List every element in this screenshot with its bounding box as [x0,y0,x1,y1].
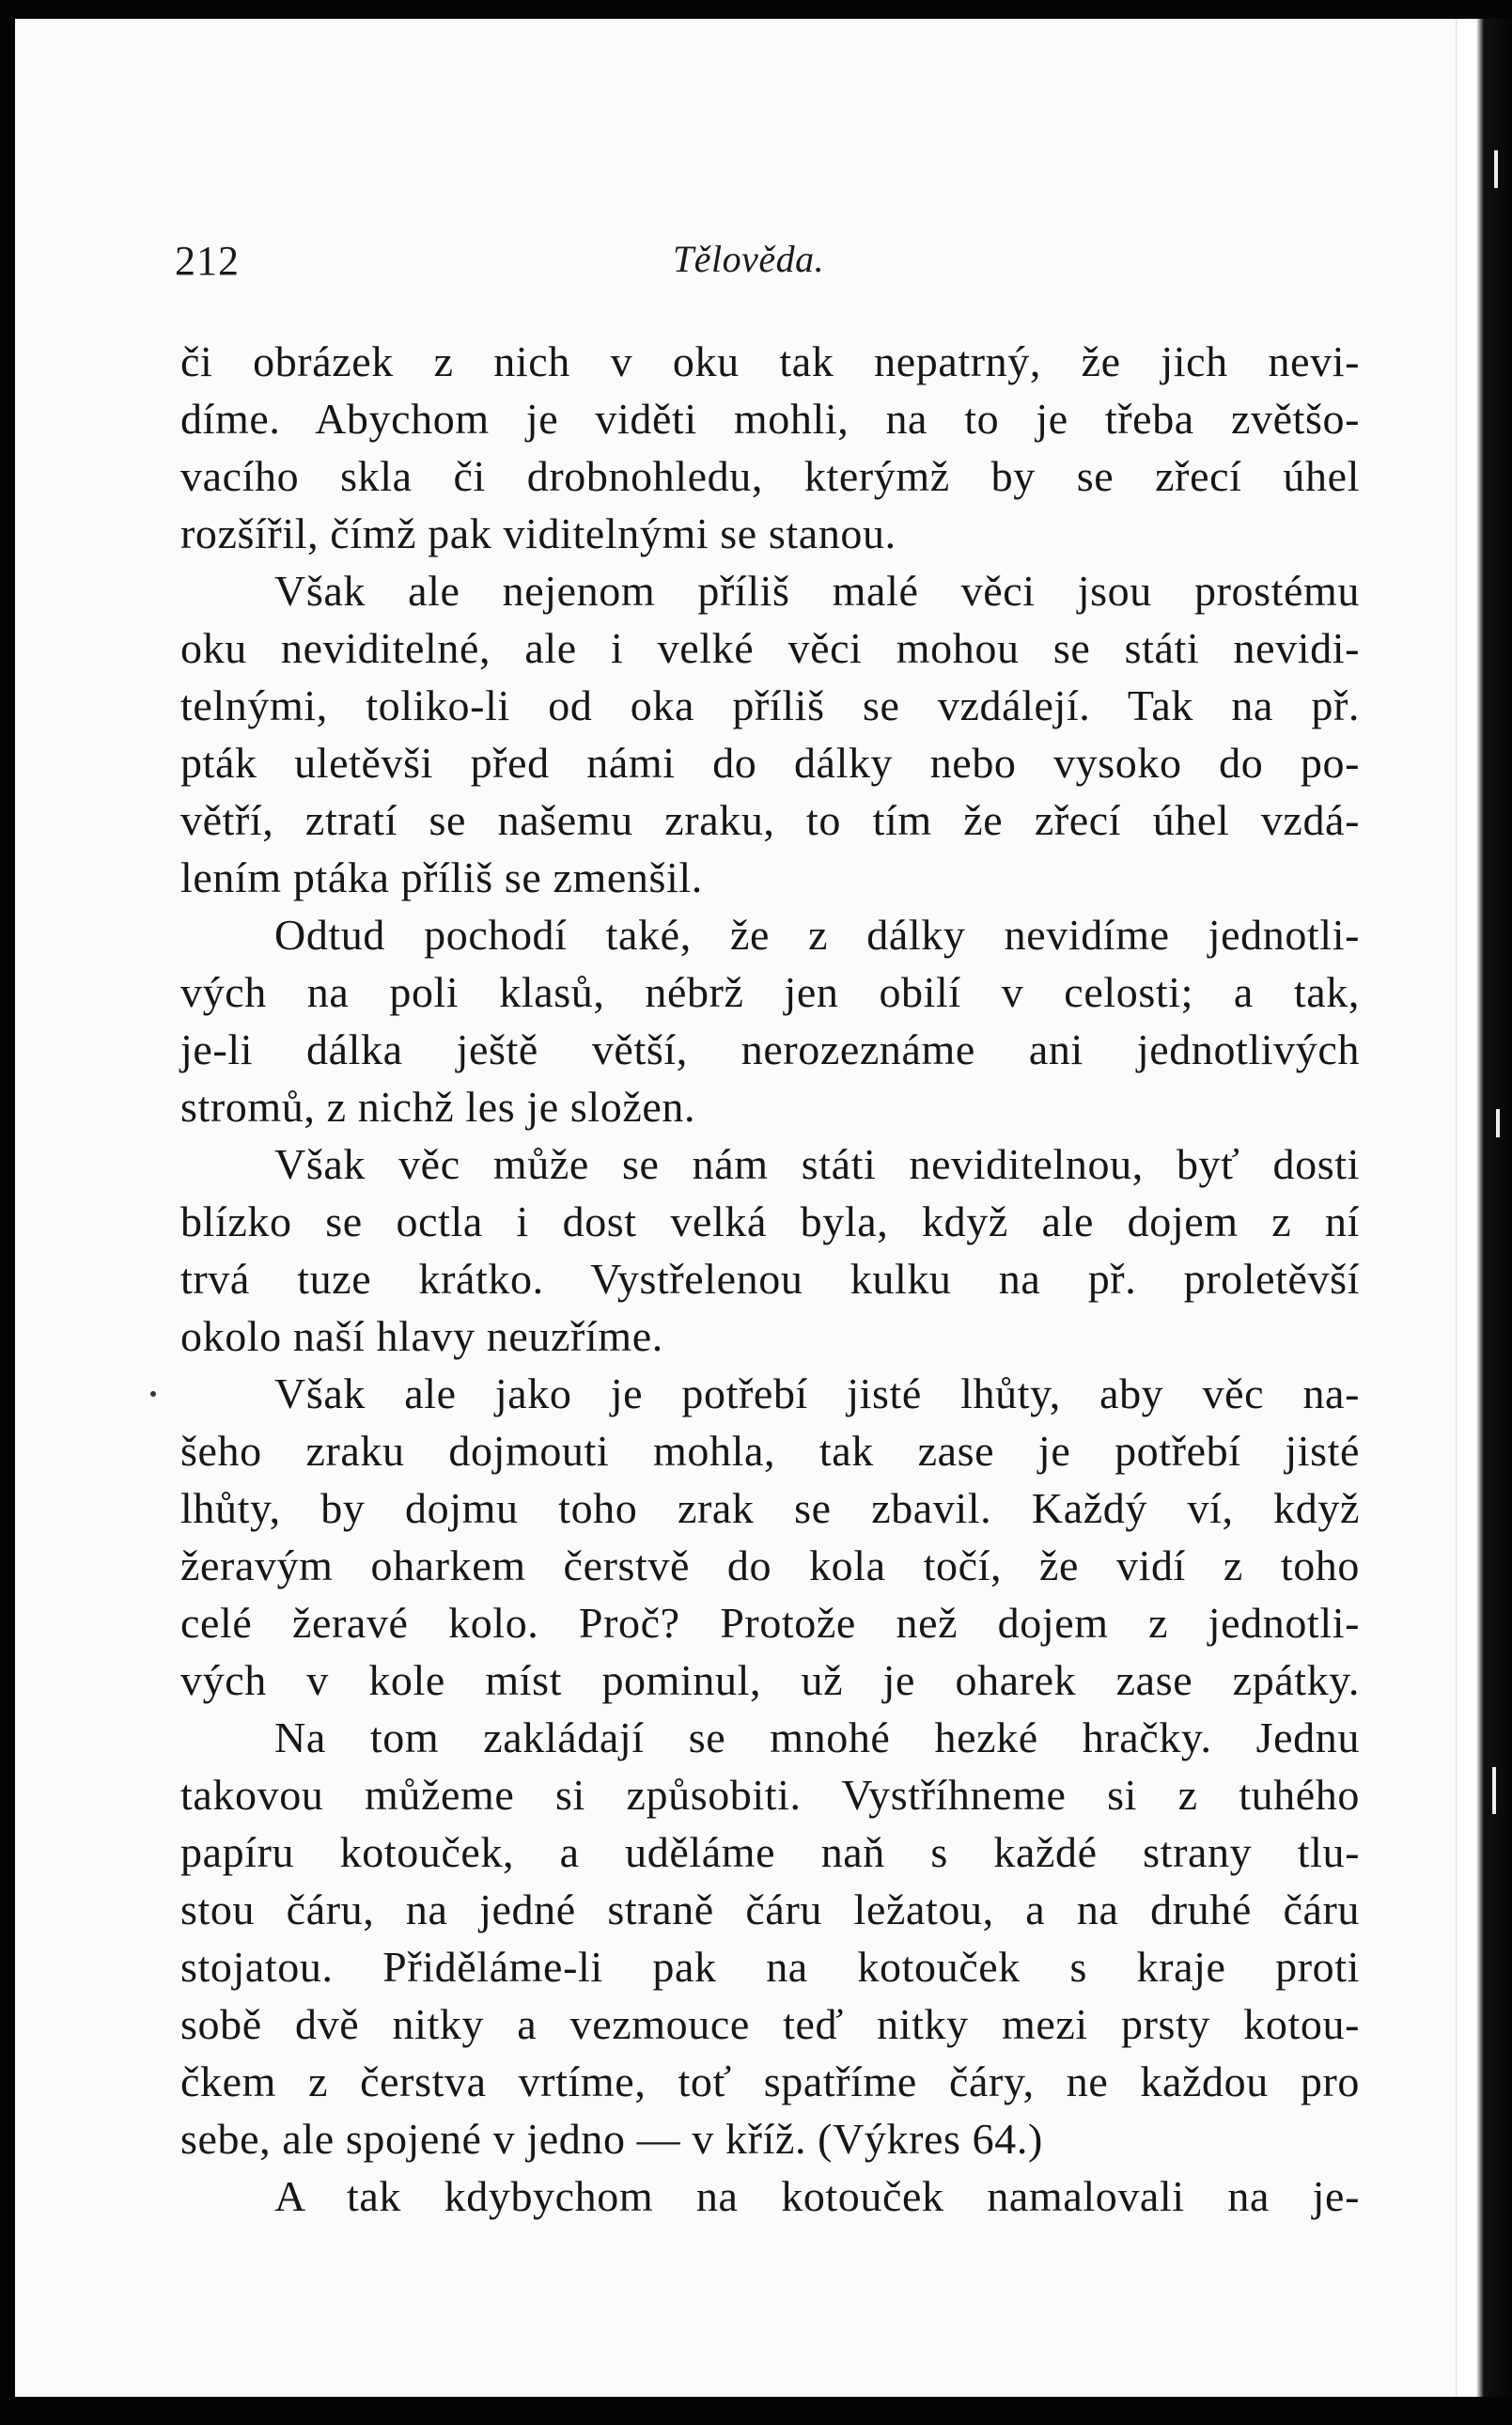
page-header [15,237,1456,293]
text-line: A tak kdybychom na kotouček namalovali na je- [274,2172,1360,2220]
text-line: stromů, z nichž les je složen. [180,1083,696,1131]
edge-mark [1492,1767,1496,1814]
text-line: Však ale jako je potřebí jisté lhůty, aby věc na- [274,1369,1360,1417]
text-line: díme. Abychom je viděti mohli, na to je třeba zvětšo- [180,395,1360,443]
text-line: je-li dálka ještě větší, nerozeznáme ani jednotlivých [180,1025,1360,1073]
text-line: stojatou. Přiděláme-li pak na kotouček s kraje proti [180,1943,1360,1991]
text-line: blízko se octla i dost velká byla, když ale dojem z ní [180,1197,1360,1245]
text-line: šeho zraku dojmouti mohla, tak zase je potřebí jisté [180,1427,1360,1475]
text-line: trvá tuze krátko. Vystřelenou kulku na př. proletěvší [180,1255,1360,1303]
text-line: Na tom zakládají se mnohé hezké hračky. Jednu [274,1713,1360,1761]
text-line: Však věc může se nám státi neviditelnou, byť dosti [274,1140,1360,1188]
text-line: lhůty, by dojmu toho zrak se zbavil. Každý ví, když [180,1484,1360,1532]
text-line: či obrázek z nich v oku tak nepatrný, že jich nevi- [180,337,1360,385]
text-line: vých na poli klasů, nébrž jen obilí v celosti; a tak, [180,968,1360,1016]
text-line: sobě dvě nitky a vezmouce teď nitky mezi prsty kotou- [180,2000,1360,2048]
text-line: sebe, ale spojené v jedno — v kříž. (Výkres 64.) [180,2115,1043,2163]
text-line: vacího skla či drobnohledu, kterýmž by se zřecí úhel [180,452,1360,500]
text-line: pták uletěvši před námi do dálky nebo vysoko do po- [180,739,1360,787]
text-line: celé žeravé kolo. Proč? Protože než dojem z jednotli- [180,1599,1360,1647]
text-line: Odtud pochodí také, že z dálky nevidíme jednotli- [274,911,1360,959]
body-text [180,333,1360,2225]
text-line: větří, ztratí se našemu zraku, to tím že zřecí úhel vzdá- [180,796,1360,844]
text-line: vých v kole míst pominul, už je oharek zase zpátky. [180,1656,1360,1704]
ink-speck [150,1391,156,1397]
text-line: telnými, toliko-li od oka příliš se vzdálejí. Tak na př. [180,681,1360,729]
text-line: stou čáru, na jedné straně čáru ležatou, a na druhé čáru [180,1885,1360,1933]
page-edge [1456,19,1512,2397]
text-line: čkem z čerstva vrtíme, toť spatříme čáry, ne každou pro [180,2057,1360,2105]
text-line: papíru kotouček, a uděláme naň s každé strany tlu- [180,1828,1360,1876]
text-line: Však ale nejenom příliš malé věci jsou prostému [274,567,1360,615]
edge-mark [1496,1109,1500,1137]
paper-sheet [15,19,1458,2397]
text-line: rozšířil, čímž pak viditelnými se stanou. [180,509,896,557]
text-line: okolo naší hlavy neuzříme. [180,1312,663,1360]
text-line: takovou můžeme si způsobiti. Vystříhneme si z tuhého [180,1771,1360,1819]
running-head: Tělověda. [673,238,825,280]
text-line: žeravým oharkem čerstvě do kola točí, že vidí z toho [180,1541,1360,1589]
text-line: oku neviditelné, ale i velké věci mohou se státi nevidi- [180,624,1360,672]
page-number: 212 [175,238,240,284]
edge-mark [1494,150,1498,188]
text-line: lením ptáka příliš se zmenšil. [180,853,703,901]
